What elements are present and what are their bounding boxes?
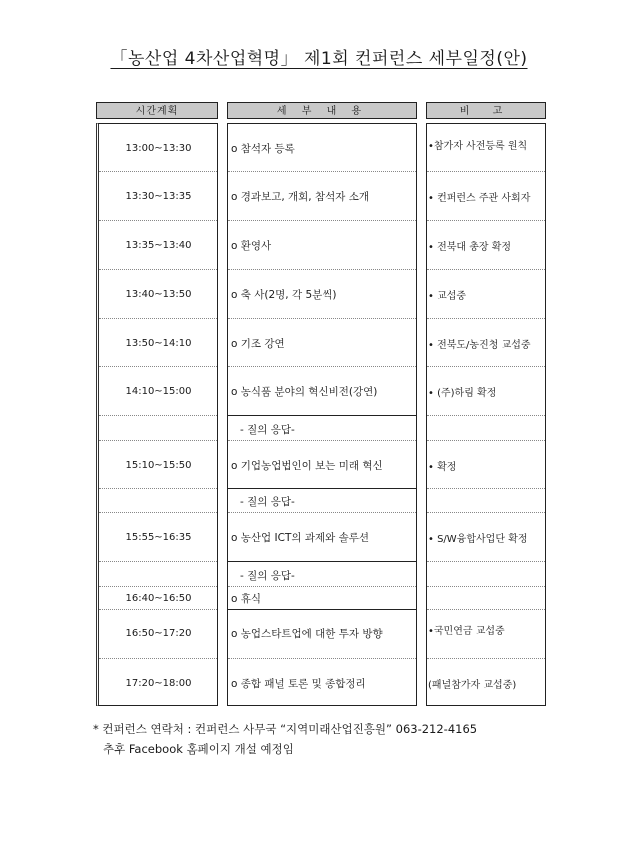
- row-divider: [99, 586, 217, 587]
- row-divider: [99, 488, 217, 489]
- row-divider: [427, 440, 545, 441]
- row-divider: [228, 488, 416, 489]
- schedule-note: •국민연금 교섭중: [428, 625, 505, 637]
- schedule-time: 16:40~16:50: [125, 592, 192, 604]
- row-divider: [427, 171, 545, 172]
- schedule-time: 13:50~14:10: [125, 337, 192, 349]
- row-divider: [99, 440, 217, 441]
- schedule-note: • (주)하림 확정: [428, 387, 497, 399]
- row-divider: [99, 415, 217, 416]
- header-time: 시간계획: [96, 102, 218, 119]
- schedule-time: 16:50~17:20: [125, 627, 192, 639]
- row-divider: [427, 609, 545, 610]
- schedule-item: o 기업농업법인이 보는 미래 혁신: [231, 459, 383, 472]
- schedule-note: • S/W융합사업단 확정: [428, 533, 528, 545]
- row-divider: [99, 318, 217, 319]
- contact-info: * 컨퍼런스 연락처 : 컨퍼런스 사무국 “지역미래산업진흥원” 063-212-4165: [93, 722, 478, 736]
- footer-note: 추후 Facebook 홈페이지 개설 예정임: [103, 742, 294, 756]
- row-divider: [228, 586, 416, 587]
- schedule-item: o 농업스타트업에 대한 투자 방향: [231, 627, 383, 640]
- row-divider: [427, 318, 545, 319]
- row-divider: [228, 561, 416, 562]
- row-divider: [228, 512, 416, 513]
- row-divider: [228, 658, 416, 659]
- schedule-note: • 전북대 총장 확정: [428, 241, 512, 253]
- row-divider: [427, 269, 545, 270]
- document-title: 「농산업 4차산업혁명」 제1회 컨퍼런스 세부일정(안): [110, 49, 528, 69]
- schedule-time: 15:55~16:35: [125, 531, 192, 543]
- schedule-time: 13:40~13:50: [125, 288, 192, 300]
- row-divider: [427, 220, 545, 221]
- row-divider: [99, 609, 217, 610]
- row-divider: [228, 171, 416, 172]
- schedule-time: 17:20~18:00: [125, 677, 192, 689]
- schedule-item: o 종합 패널 토론 및 종합정리: [231, 677, 366, 690]
- row-divider: [228, 415, 416, 416]
- schedule-note: • 확정: [428, 461, 457, 473]
- qa-item: - 질의 응답-: [240, 423, 295, 436]
- row-divider: [427, 658, 545, 659]
- row-divider: [427, 561, 545, 562]
- row-divider: [228, 366, 416, 367]
- schedule-time: 13:30~13:35: [125, 190, 192, 202]
- schedule-item: o 경과보고, 개회, 참석자 소개: [231, 190, 370, 203]
- schedule-item: o 농산업 ICT의 과제와 솔루션: [231, 531, 370, 544]
- schedule-note: • 컨퍼런스 주관 사회자: [428, 192, 531, 204]
- row-divider: [99, 171, 217, 172]
- row-divider: [228, 269, 416, 270]
- row-divider: [228, 220, 416, 221]
- schedule-item: o 참석자 등록: [231, 142, 295, 155]
- header-details: 세 부 내 용: [227, 102, 417, 119]
- row-divider: [99, 512, 217, 513]
- row-divider: [427, 415, 545, 416]
- row-divider: [427, 366, 545, 367]
- schedule-item: o 환영사: [231, 239, 272, 252]
- row-divider: [228, 318, 416, 319]
- row-divider: [99, 220, 217, 221]
- schedule-time: 13:35~13:40: [125, 239, 192, 251]
- row-divider: [228, 609, 416, 610]
- row-divider: [99, 561, 217, 562]
- row-divider: [228, 440, 416, 441]
- schedule-item: o 기조 강연: [231, 337, 285, 350]
- qa-item: - 질의 응답-: [240, 495, 295, 508]
- schedule-note: •참가자 사전등록 원칙: [428, 140, 528, 152]
- schedule-time: 13:00~13:30: [125, 142, 192, 154]
- schedule-item: o 농식품 분야의 혁신비전(강연): [231, 385, 378, 398]
- row-divider: [427, 586, 545, 587]
- row-divider: [99, 269, 217, 270]
- header-notes: 비 고: [426, 102, 546, 119]
- row-divider: [99, 658, 217, 659]
- row-divider: [99, 366, 217, 367]
- schedule-note: • 교섭중: [428, 290, 467, 302]
- qa-item: - 질의 응답-: [240, 569, 295, 582]
- schedule-item: o 휴식: [231, 592, 262, 605]
- schedule-note: (패널참가자 교섭중): [428, 679, 517, 691]
- schedule-time: 15:10~15:50: [125, 459, 192, 471]
- row-divider: [427, 488, 545, 489]
- schedule-note: • 전북도/농진청 교섭중: [428, 339, 531, 351]
- schedule-time: 14:10~15:00: [125, 385, 192, 397]
- schedule-item: o 축 사(2명, 각 5분씩): [231, 288, 337, 301]
- row-divider: [427, 512, 545, 513]
